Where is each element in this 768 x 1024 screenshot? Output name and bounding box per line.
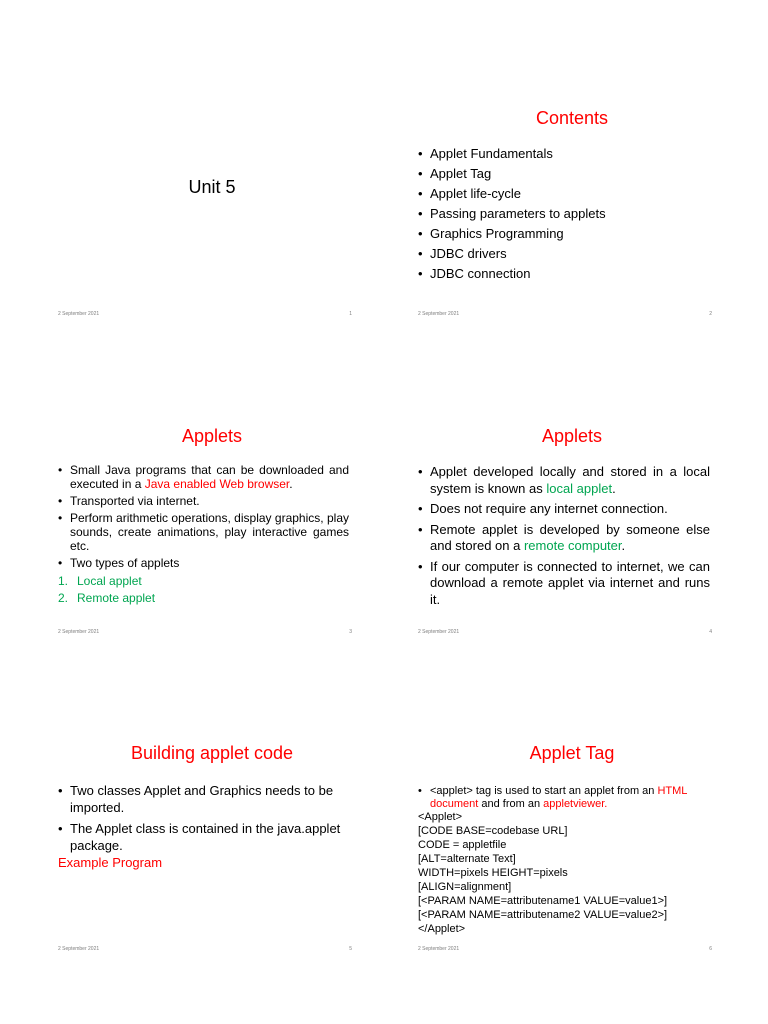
page-number: 1 [349, 311, 352, 317]
highlight-text: local applet [546, 480, 613, 496]
code-line: </Applet> [418, 923, 466, 935]
numbered-item [58, 591, 155, 605]
text-span: and from an [478, 798, 544, 810]
item-number: 2. [58, 591, 69, 605]
text-span: . [621, 538, 626, 553]
bullet-list [418, 785, 708, 811]
code-line: [<PARAM NAME=attributename1 VALUE=value1>] [418, 895, 668, 907]
footer-date: 2 September 2021 [58, 946, 100, 952]
slide-title: Unit 5 [188, 177, 236, 197]
code-line: WIDTH=pixels HEIGHT=pixels [418, 867, 568, 879]
slide-title: Building applet code [130, 743, 294, 763]
footer-date: 2 September 2021 [418, 629, 460, 635]
code-line: <Applet> [418, 811, 463, 823]
text-span: <applet> tag is used to start an applet from an [430, 785, 658, 797]
applet-tag-syntax [418, 810, 667, 936]
list-item: • If our computer is connected to internet, we can download a remote applet via internet and runs it. [418, 559, 710, 609]
text-span: Small Java programs that can be downloaded and executed in a [70, 463, 349, 491]
slide-title: Applets [181, 426, 243, 446]
list-item: • Passing parameters to applets [418, 206, 718, 226]
slide-title: Applet Tag [529, 743, 615, 763]
slide-6 [410, 715, 734, 965]
footer-date: 2 September 2021 [58, 311, 100, 317]
list-item: • The Applet class is contained in the java.applet package. [58, 820, 342, 854]
list-item: • JDBC connection [418, 266, 718, 286]
code-line: [CODE BASE=codebase URL] [418, 825, 568, 837]
list-item: • Two classes Applet and Graphics needs to be imported. [58, 782, 342, 816]
slide-title: Applets [541, 426, 603, 446]
numbered-item [58, 574, 142, 588]
code-line: CODE = appletfile [418, 839, 507, 851]
code-line: [ALT=alternate Text] [418, 853, 516, 865]
slide-3 [50, 398, 374, 648]
bullet-list [58, 463, 349, 573]
list-item: • Does not require any internet connection. [418, 501, 710, 518]
highlight-text: Java enabled Web browser [144, 477, 290, 491]
list-item [418, 785, 708, 811]
text-span: . [289, 477, 293, 491]
highlight-text: appletviewer. [543, 798, 608, 810]
list-item: • Transported via internet. [58, 494, 349, 508]
bullet-list [418, 464, 710, 612]
item-number: 1. [58, 574, 69, 588]
footer-date: 2 September 2021 [58, 629, 100, 635]
list-item: • Graphics Programming [418, 226, 718, 246]
list-item [418, 522, 710, 555]
slide-1 [50, 80, 374, 330]
page-number: 4 [709, 629, 712, 635]
list-item: • Two types of applets [58, 556, 349, 570]
footer-date: 2 September 2021 [418, 946, 460, 952]
text-span: Remote applet is developed by someone else and stored on a [430, 521, 710, 553]
highlight-text: HTML document [430, 785, 688, 810]
list-item: • Applet life-cycle [418, 186, 718, 206]
list-item [418, 464, 710, 497]
highlight-text: remote computer [523, 538, 622, 553]
list-item: • JDBC drivers [418, 246, 718, 266]
text-span: Applet developed locally and stored in a local system is known as [430, 464, 710, 496]
text-span: . [612, 480, 616, 496]
page-number: 5 [349, 946, 352, 952]
example-program-label: Example Program [58, 855, 163, 870]
slide-title: Contents [535, 108, 609, 128]
item-text: Remote applet [77, 591, 156, 605]
page-number: 3 [349, 629, 352, 635]
code-line: [<PARAM NAME=attributename2 VALUE=value2>] [418, 909, 668, 921]
bullet-list [58, 782, 342, 858]
list-item [58, 463, 349, 491]
list-item: • Applet Fundamentals [418, 146, 718, 166]
item-text: Local applet [77, 574, 142, 588]
footer-date: 2 September 2021 [418, 311, 460, 317]
list-item: • Applet Tag [418, 166, 718, 186]
code-line: [ALIGN=alignment] [418, 881, 512, 893]
list-item: • Perform arithmetic operations, display graphics, play sounds, create animations, play interactive games etc. [58, 511, 349, 553]
slide-4 [410, 398, 734, 648]
slide-2 [410, 80, 734, 330]
page-number: 6 [709, 946, 712, 952]
slide-5 [50, 715, 374, 965]
page-number: 2 [709, 311, 712, 317]
contents-list [418, 146, 718, 286]
